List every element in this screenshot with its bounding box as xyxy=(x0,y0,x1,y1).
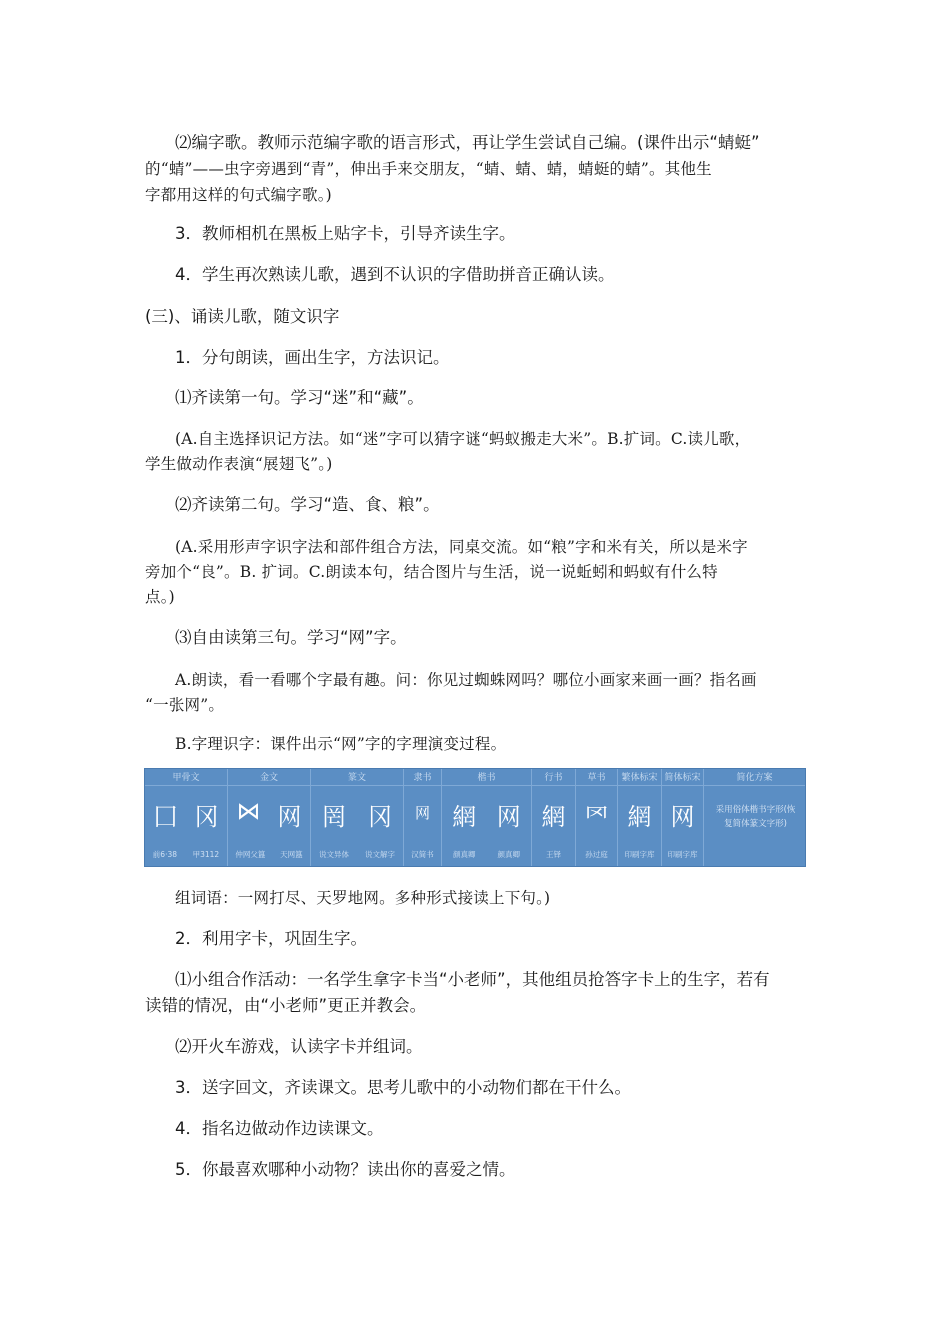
paragraph-line: A.朗读，看一看哪个字最有趣。问：你见过蜘蛛网吗？哪位小画家来画一画？指名画 xyxy=(175,671,757,689)
paragraph: 组词语：一网打尽、天罗地网。多种形式接读上下句。) xyxy=(175,889,551,907)
figure-column xyxy=(442,769,532,866)
paragraph: 4．学生再次熟读儿歌，遇到不认识的字借助拼音正确认读。 xyxy=(175,265,615,284)
figure-source: 天网簋 xyxy=(280,850,303,859)
figure-source: 孙过庭 xyxy=(585,850,608,859)
figure-glyph: ⋈ xyxy=(236,797,261,825)
figure-glyph: 网 xyxy=(496,803,521,831)
figure-column-head: 隶书 xyxy=(404,771,441,786)
figure-column-head: 行书 xyxy=(532,771,575,786)
figure-source: 颜真卿 xyxy=(453,850,476,859)
paragraph-line: ⑴小组合作活动：一名学生拿字卡当“小老师”，其他组员抢答字卡上的生字，若有 xyxy=(175,970,770,989)
figure-glyph: 囗 xyxy=(153,803,178,831)
paragraph-line: 点。) xyxy=(145,588,175,606)
figure-column xyxy=(145,769,228,866)
figure-source: 印刷字库 xyxy=(624,850,655,859)
figure-column-head: 草书 xyxy=(576,771,617,786)
paragraph: B.字理识字：课件出示“网”字的字理演变过程。 xyxy=(175,735,507,753)
figure-glyph: 罔 xyxy=(322,803,346,831)
figure-glyph: 冈 xyxy=(368,803,392,831)
figure-source: 汉简书 xyxy=(411,850,434,859)
figure-source: 仲网父簋 xyxy=(235,850,266,859)
figure-source: 颜真卿 xyxy=(497,850,520,859)
paragraph-line: 学生做动作表演“展翅飞”。) xyxy=(145,455,333,473)
figure-glyph: 網 xyxy=(452,803,477,831)
figure-source: 印刷字库 xyxy=(667,850,698,859)
figure-column xyxy=(532,769,576,866)
paragraph-line: ⑵编字歌。教师示范编字歌的语言形式，再让学生尝试自己编。(课件出示“蜻蜓” xyxy=(175,133,760,152)
figure-column-head: 繁体标宋 xyxy=(618,771,661,786)
paragraph-line: 读错的情况，由“小老师”更正并教会。 xyxy=(145,996,427,1015)
paragraph-line: 字都用这样的句式编字歌。) xyxy=(145,186,332,204)
paragraph-line: 旁加个“良”。B. 扩词。C.朗读本句，结合图片与生活，说一说蚯蚓和蚂蚁有什么特 xyxy=(145,563,718,581)
figure-glyph: 網 xyxy=(627,803,652,831)
figure-source: 前6·38 xyxy=(152,850,177,859)
paragraph: ⑴齐读第一句。学习“迷”和“藏”。 xyxy=(175,388,424,407)
paragraph-line: 的“蜻”——虫字旁遇到“青”，伸出手来交朋友，“蜻、蜻、蜻，蜻蜓的蜻”。其他生 xyxy=(145,160,712,178)
figure-column-head: 金文 xyxy=(228,771,310,786)
figure-column xyxy=(662,769,704,866)
figure-column-head: 简化方案 xyxy=(704,771,805,786)
figure-glyph: 網 xyxy=(541,803,566,831)
figure-glyph: 网 xyxy=(277,803,302,831)
paragraph: 2．利用字卡，巩固生字。 xyxy=(175,929,367,948)
figure-source: 说文解字 xyxy=(365,850,395,859)
figure-source: 说文异体 xyxy=(319,850,349,859)
figure-source: 甲3112 xyxy=(192,850,220,859)
figure-column xyxy=(228,769,311,866)
paragraph-line: “一张网”。 xyxy=(145,696,225,714)
figure-column xyxy=(311,769,404,866)
paragraph: 4．指名边做动作边读课文。 xyxy=(175,1119,384,1138)
figure-glyph: 网 xyxy=(670,803,695,831)
figure-note: 采用俗体楷书字形(恢复简体篆文字形) xyxy=(715,805,796,829)
paragraph: ⑵开火车游戏，认读字卡并组词。 xyxy=(175,1037,423,1056)
paragraph: 5．你最喜欢哪种小动物？读出你的喜爱之情。 xyxy=(175,1160,516,1179)
paragraph-line: (A.自主选择识记方法。如“迷”字可以猜字谜“蚂蚁搬走大米”。B.扩词。C.读儿歌， xyxy=(175,430,751,448)
paragraph: ⑶自由读第三句。学习“网”字。 xyxy=(175,628,407,647)
figure-column-head: 甲骨文 xyxy=(145,771,227,786)
paragraph: 1．分句朗读，画出生字，方法识记。 xyxy=(175,348,450,367)
paragraph-line: (A.采用形声字识字法和部件组合方法，同桌交流。如“粮”字和米有关，所以是米字 xyxy=(175,538,748,556)
figure-glyph: 网 xyxy=(414,804,430,822)
figure-column xyxy=(704,769,805,866)
paragraph: ⑵齐读第二句。学习“造、食、粮”。 xyxy=(175,495,440,514)
figure-column-head: 楷书 xyxy=(442,771,531,786)
figure-column xyxy=(404,769,442,866)
figure-column-head: 篆文 xyxy=(311,771,403,786)
figure-source: 王铎 xyxy=(546,850,561,859)
figure-column-head: 简体标宋 xyxy=(662,771,703,786)
figure-column xyxy=(576,769,618,866)
section-heading: (三)、诵读儿歌，随文识字 xyxy=(145,307,340,326)
paragraph: 3．教师相机在黑板上贴字卡，引导齐读生字。 xyxy=(175,224,516,243)
figure-glyph: 罓 xyxy=(584,803,609,831)
character-evolution-figure xyxy=(144,768,806,867)
paragraph: 3．送字回文，齐读课文。思考儿歌中的小动物们都在干什么。 xyxy=(175,1078,631,1097)
figure-glyph: 冈 xyxy=(194,803,219,831)
figure-column xyxy=(618,769,662,866)
